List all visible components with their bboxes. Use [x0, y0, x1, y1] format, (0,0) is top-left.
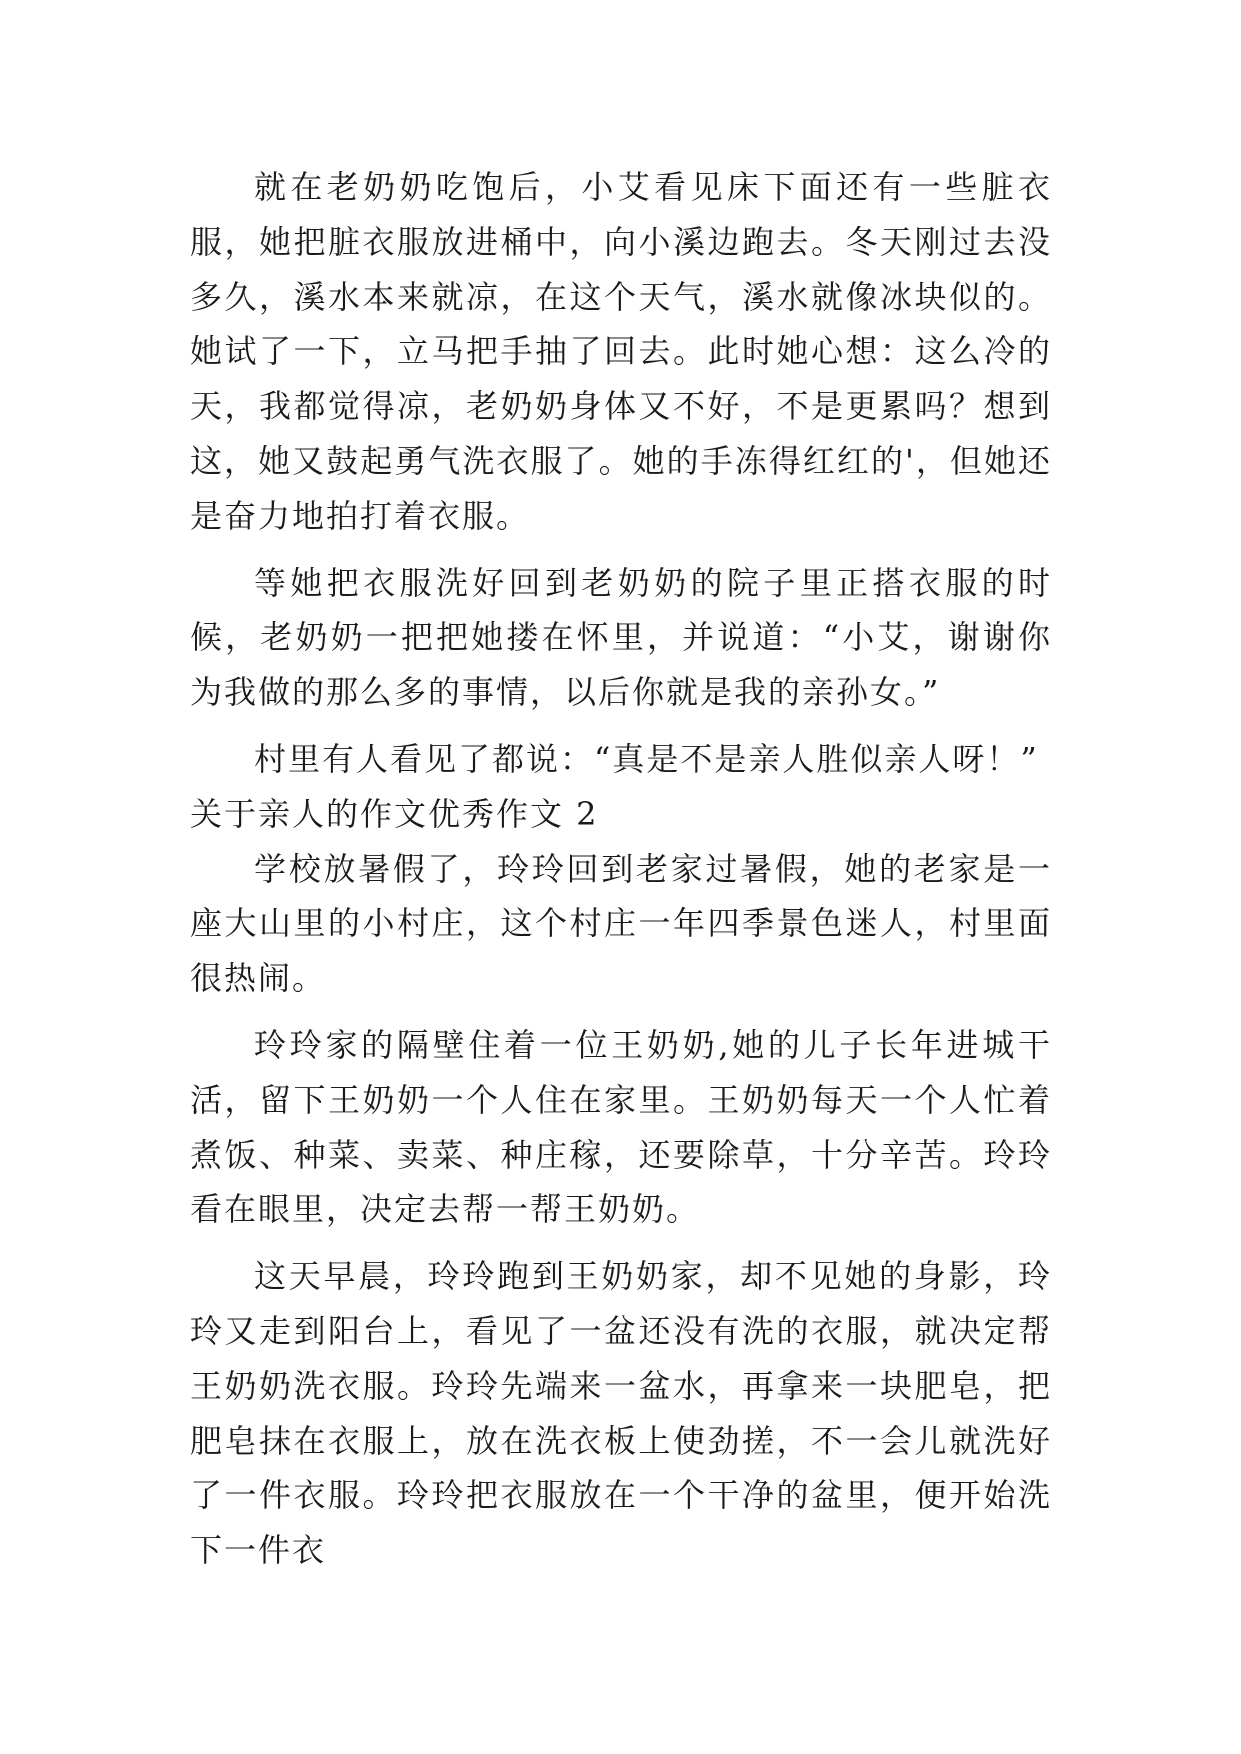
section-heading: 关于亲人的作文优秀作文 2: [190, 794, 599, 833]
paragraph: 村里有人看见了都说：“真是不是亲人胜似亲人呀！”: [254, 739, 1039, 778]
paragraph: 等她把衣服洗好回到老奶奶的院子里正搭衣服的时候，老奶奶一把把她搂在怀里，并说道：“小艾，谢谢你为我做的那么多的事情，以后你就是我的亲孙女。”: [190, 563, 1052, 712]
paragraph: 这天早晨，玲玲跑到王奶奶家，却不见她的身影，玲玲又走到阳台上，看见了一盆还没有洗的衣服，就决定帮王奶奶洗衣服。玲玲先端来一盆水，再拿来一块肥皂，把肥皂抹在衣服上，放在洗衣板上使劲搓，不一会儿就洗好了一件衣服。玲玲把衣服放在一个干净的盆里，便开始洗下一件衣: [190, 1257, 1052, 1570]
document-page: [190, 160, 1052, 1578]
paragraph: 学校放暑假了，玲玲回到老家过暑假，她的老家是一座大山里的小村庄，这个村庄一年四季景色迷人，村里面很热闹。: [190, 849, 1052, 998]
paragraph: 就在老奶奶吃饱后，小艾看见床下面还有一些脏衣服，她把脏衣服放进桶中，向小溪边跑去。冬天刚过去没多久，溪水本来就凉，在这个天气，溪水就像冰块似的。她试了一下，立马把手抽了回去。此时她心想：这么冷的天，我都觉得凉，老奶奶身体又不好，不是更累吗？想到这，她又鼓起勇气洗衣服了。她的手冻得红红的'，但她还是奋力地拍打着衣服。: [190, 168, 1052, 535]
paragraph: 玲玲家的隔壁住着一位王奶奶,她的儿子长年进城干活，留下王奶奶一个人住在家里。王奶奶每天一个人忙着煮饭、种菜、卖菜、种庄稼，还要除草，十分辛苦。玲玲看在眼里，决定去帮一帮王奶奶。: [190, 1025, 1052, 1229]
